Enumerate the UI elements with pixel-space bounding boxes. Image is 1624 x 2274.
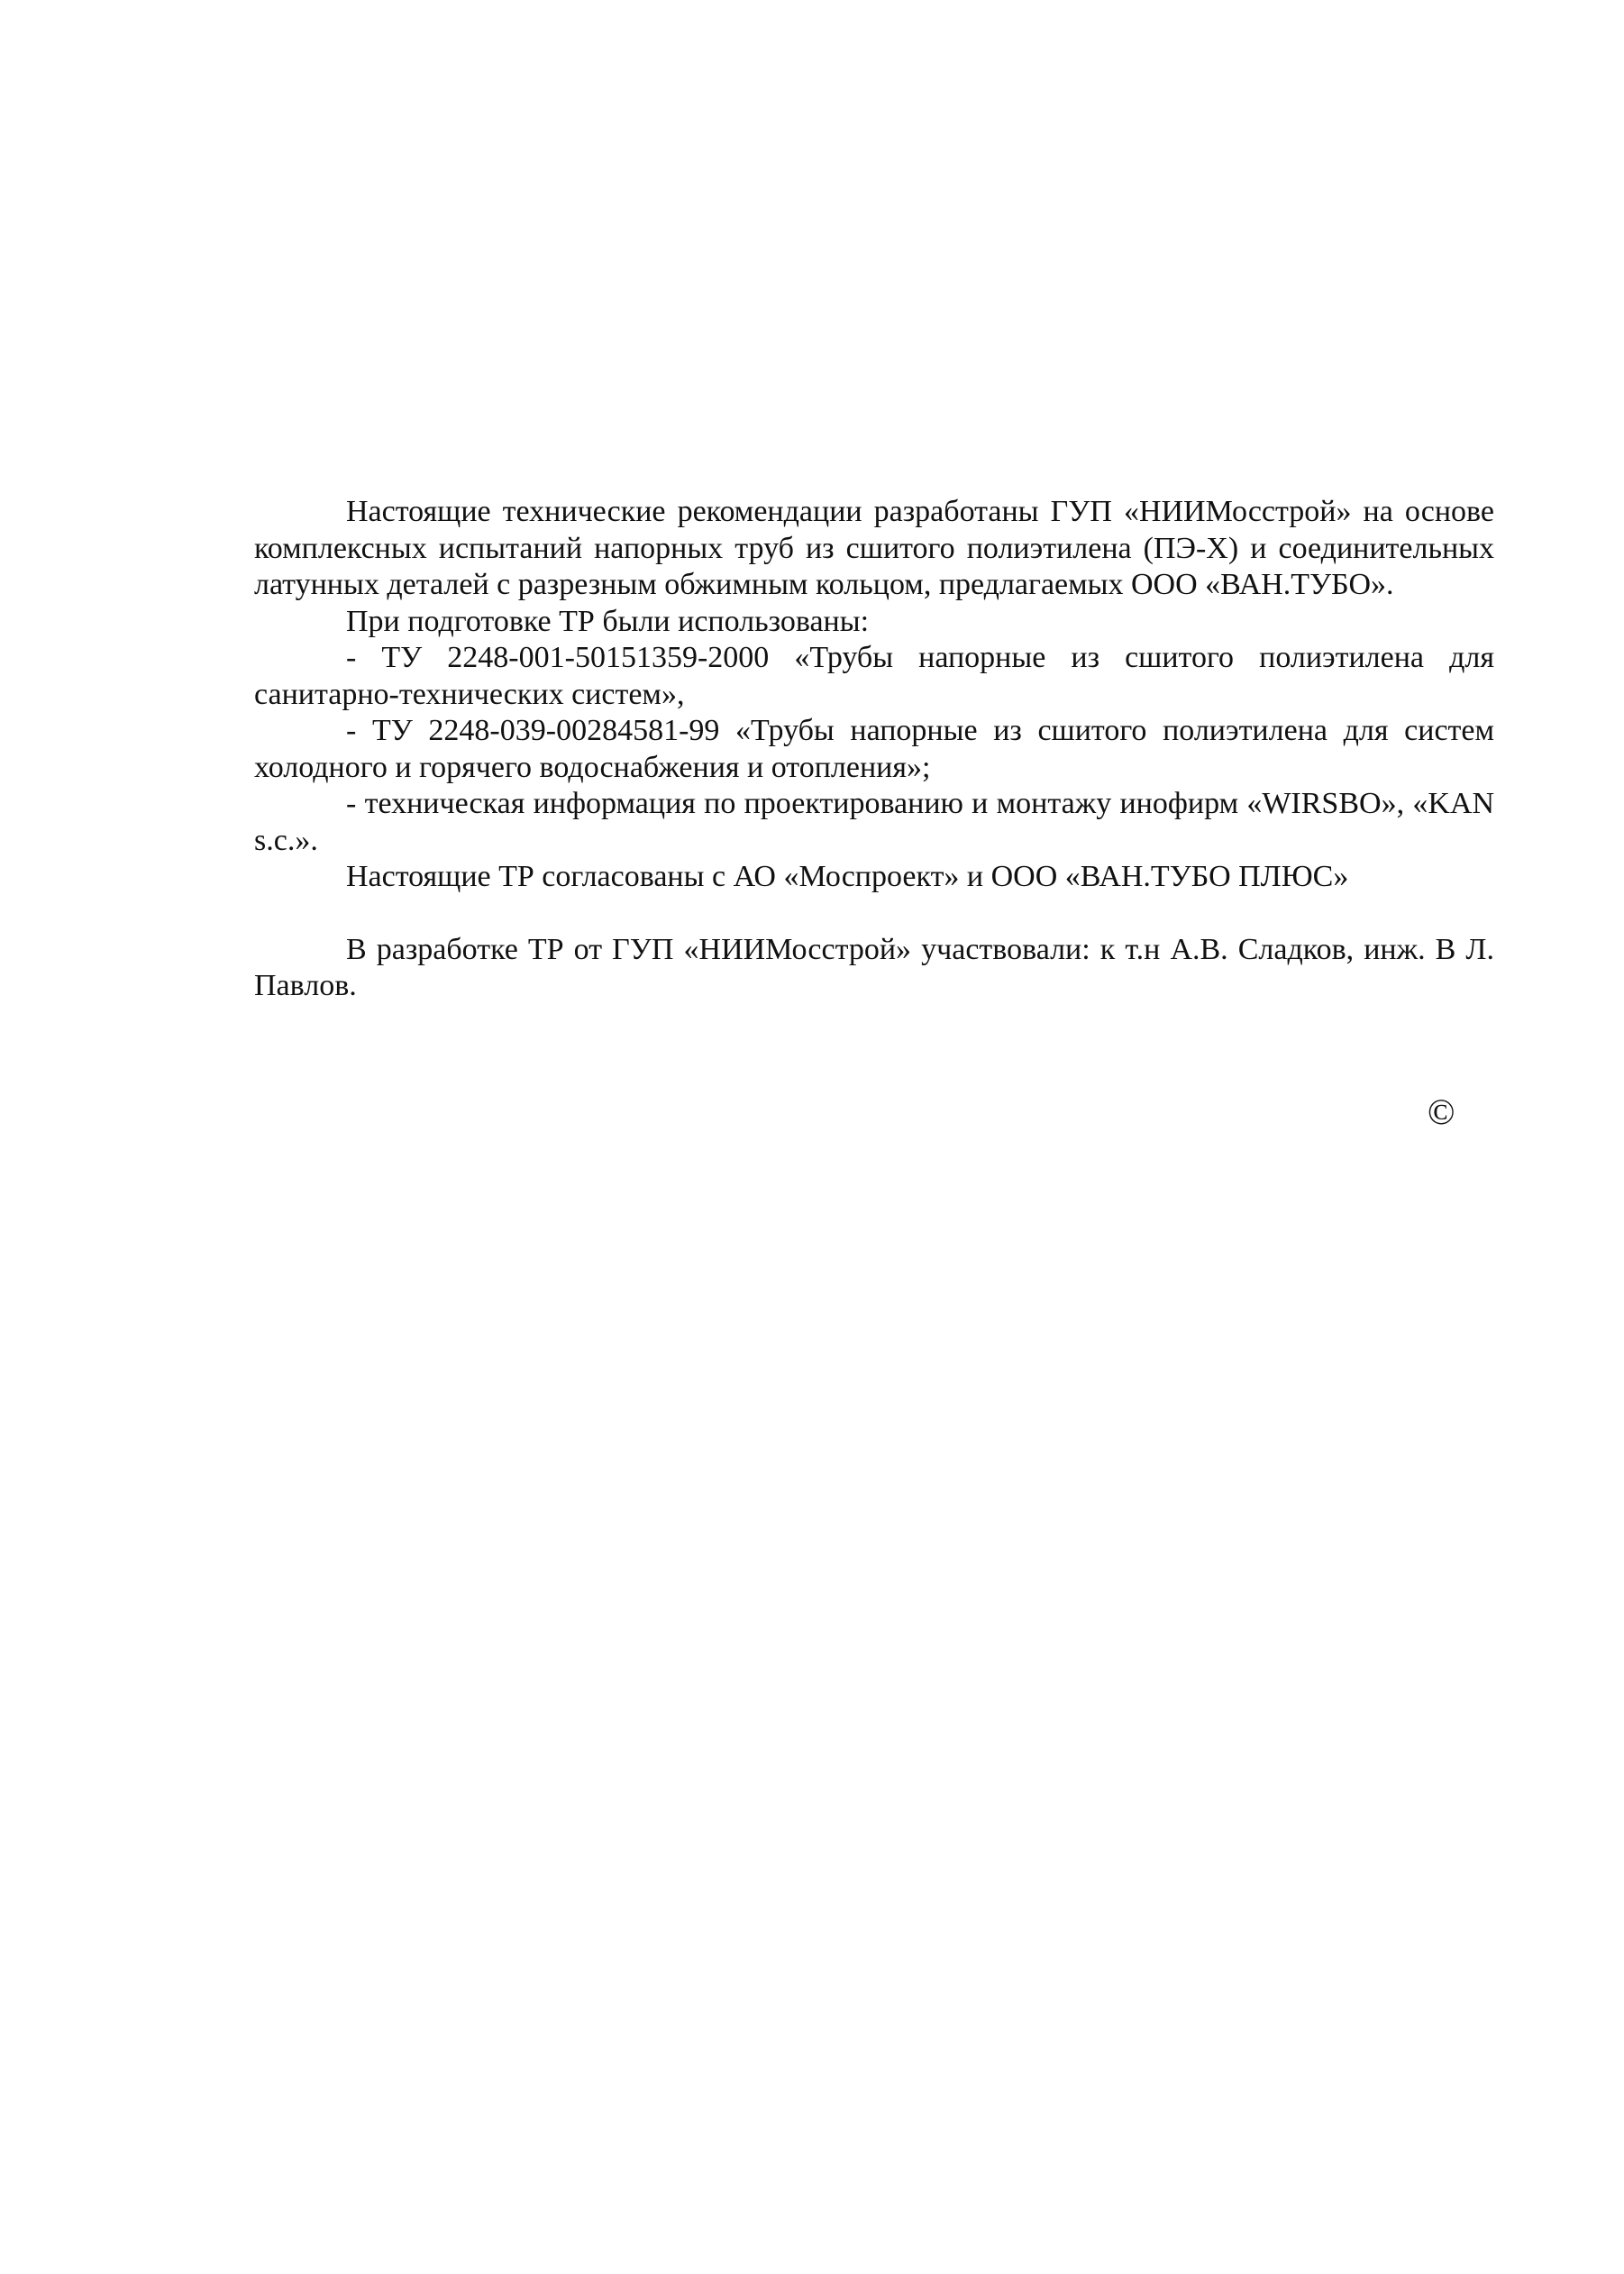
authors-paragraph: В разработке ТР от ГУП «НИИМосстрой» участвовали: к т.н А.В. Сладков, инж. В Л. Павлов. [254,932,1494,1002]
copyright-icon: © [1428,1091,1455,1132]
intro-paragraph: Настоящие технические рекомендации разработаны ГУП «НИИМосстрой» на основе комплексных испытаний напорных труб из сшитого полиэтилена (ПЭ-Х) и соединительных латунных деталей с разрезным обжимным кольцом, предлагаемых ООО «ВАН.ТУБО». [254,495,1494,601]
approval-paragraph: Настоящие ТР согласованы с АО «Моспроект» и ООО «ВАН.ТУБО ПЛЮС» [346,860,1349,893]
source-item-2: - ТУ 2248-039-00284581-99 «Трубы напорные из сшитого полиэтилена для систем холодного и горячего водоснабжения и отопления»; [254,714,1494,784]
paragraph-spacer [254,896,1494,932]
sources-heading: При подготовке ТР были использованы: [346,604,870,638]
document-body [254,494,1494,1005]
source-item-1: - ТУ 2248-001-50151359-2000 «Трубы напорные из сшитого полиэтилена для санитарно-технических систем», [254,641,1494,711]
source-item-3: - техническая информация по проектированию и монтажу инофирм «WIRSBO», «KAN s.c.». [254,787,1494,857]
